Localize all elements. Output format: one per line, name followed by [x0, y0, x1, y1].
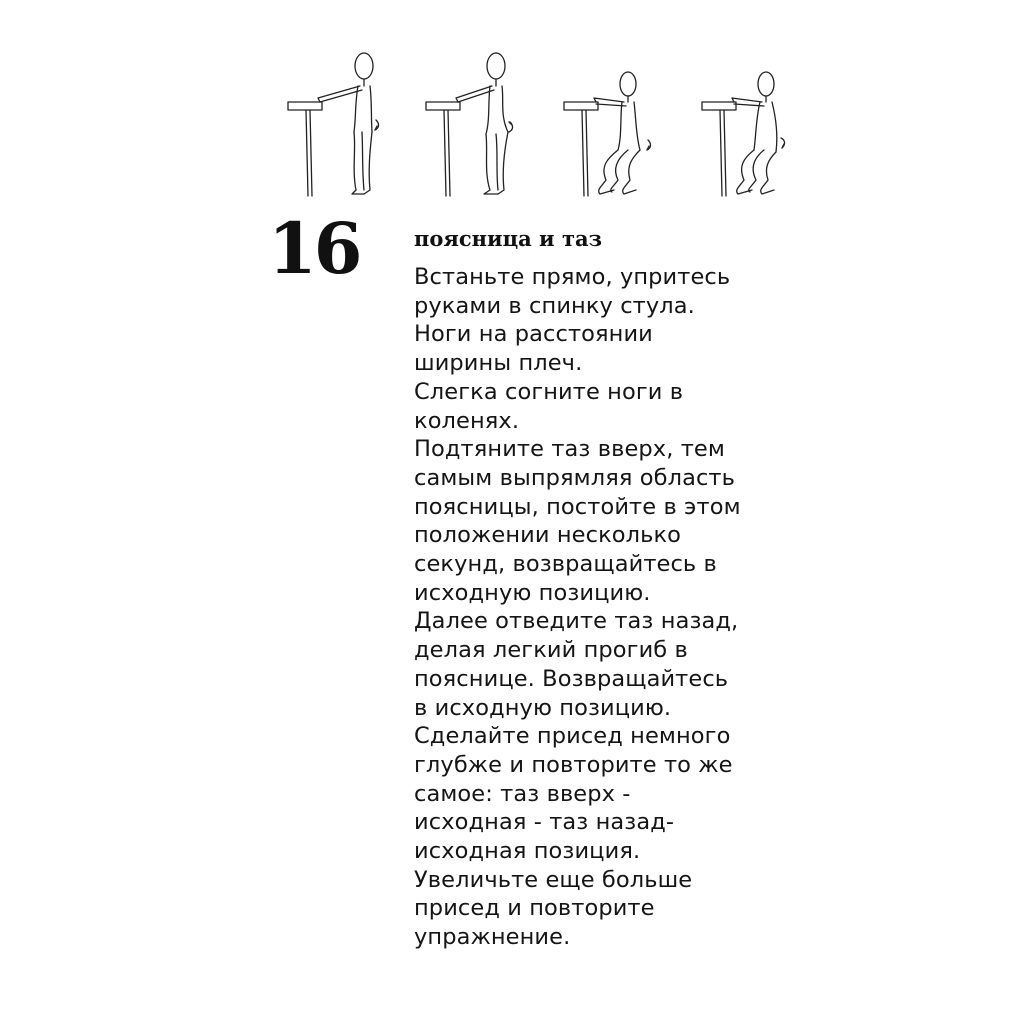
instruction-line: Далее отведите таз назад, [414, 608, 739, 635]
instruction-line: Сделайте присед немного [414, 723, 731, 750]
figure-standing-neutral [288, 53, 379, 196]
instruction-line: положении несколько [414, 522, 682, 549]
instruction-line: самое: таз вверх - [414, 780, 631, 807]
figure-standing-pelvis-tilt [426, 53, 513, 196]
instruction-line: глубже и повторите то же [414, 751, 733, 778]
chair-back [702, 102, 736, 196]
instructions-text [414, 263, 814, 952]
instruction-line: делая легкий прогиб в [414, 637, 688, 664]
chair-back [564, 102, 598, 196]
instruction-line: Слегка согните ноги в [414, 378, 684, 405]
instruction-line: исходная - таз назад- [414, 809, 675, 836]
figure-squat-pelvis-up [702, 72, 785, 196]
instruction-line: руками в спинку стула. [414, 292, 695, 319]
instruction-line: Ноги на расстоянии [414, 321, 653, 348]
instruction-line: секунд, возвращайтесь в [414, 551, 717, 578]
chair-back [426, 102, 460, 196]
instruction-line: упражнение. [414, 924, 571, 951]
exercise-illustrations [280, 40, 800, 210]
instruction-line: самым выпрямляя область [414, 464, 736, 491]
instruction-line: присед и повторите [414, 895, 655, 922]
instruction-line: пояснице. Возвращайтесь [414, 665, 729, 692]
instruction-line: Встаньте прямо, упритесь [414, 264, 731, 290]
instruction-line: исходная позиция. [414, 838, 641, 865]
chair-back [288, 102, 322, 196]
instruction-line: исходную позицию. [414, 579, 651, 606]
instruction-line: ширины плеч. [414, 350, 583, 377]
exercise-title: поясница и таз [414, 226, 602, 251]
instruction-line: поясницы, постойте в этом [414, 493, 741, 520]
instruction-line: Увеличьте еще больше [414, 866, 693, 893]
exercise-number: 16 [268, 207, 360, 290]
instruction-line: коленях. [414, 407, 520, 434]
instruction-line: Подтяните таз вверх, тем [414, 436, 725, 463]
figure-squat-pelvis-back [564, 72, 651, 196]
instruction-line: в исходную позицию. [414, 694, 672, 721]
